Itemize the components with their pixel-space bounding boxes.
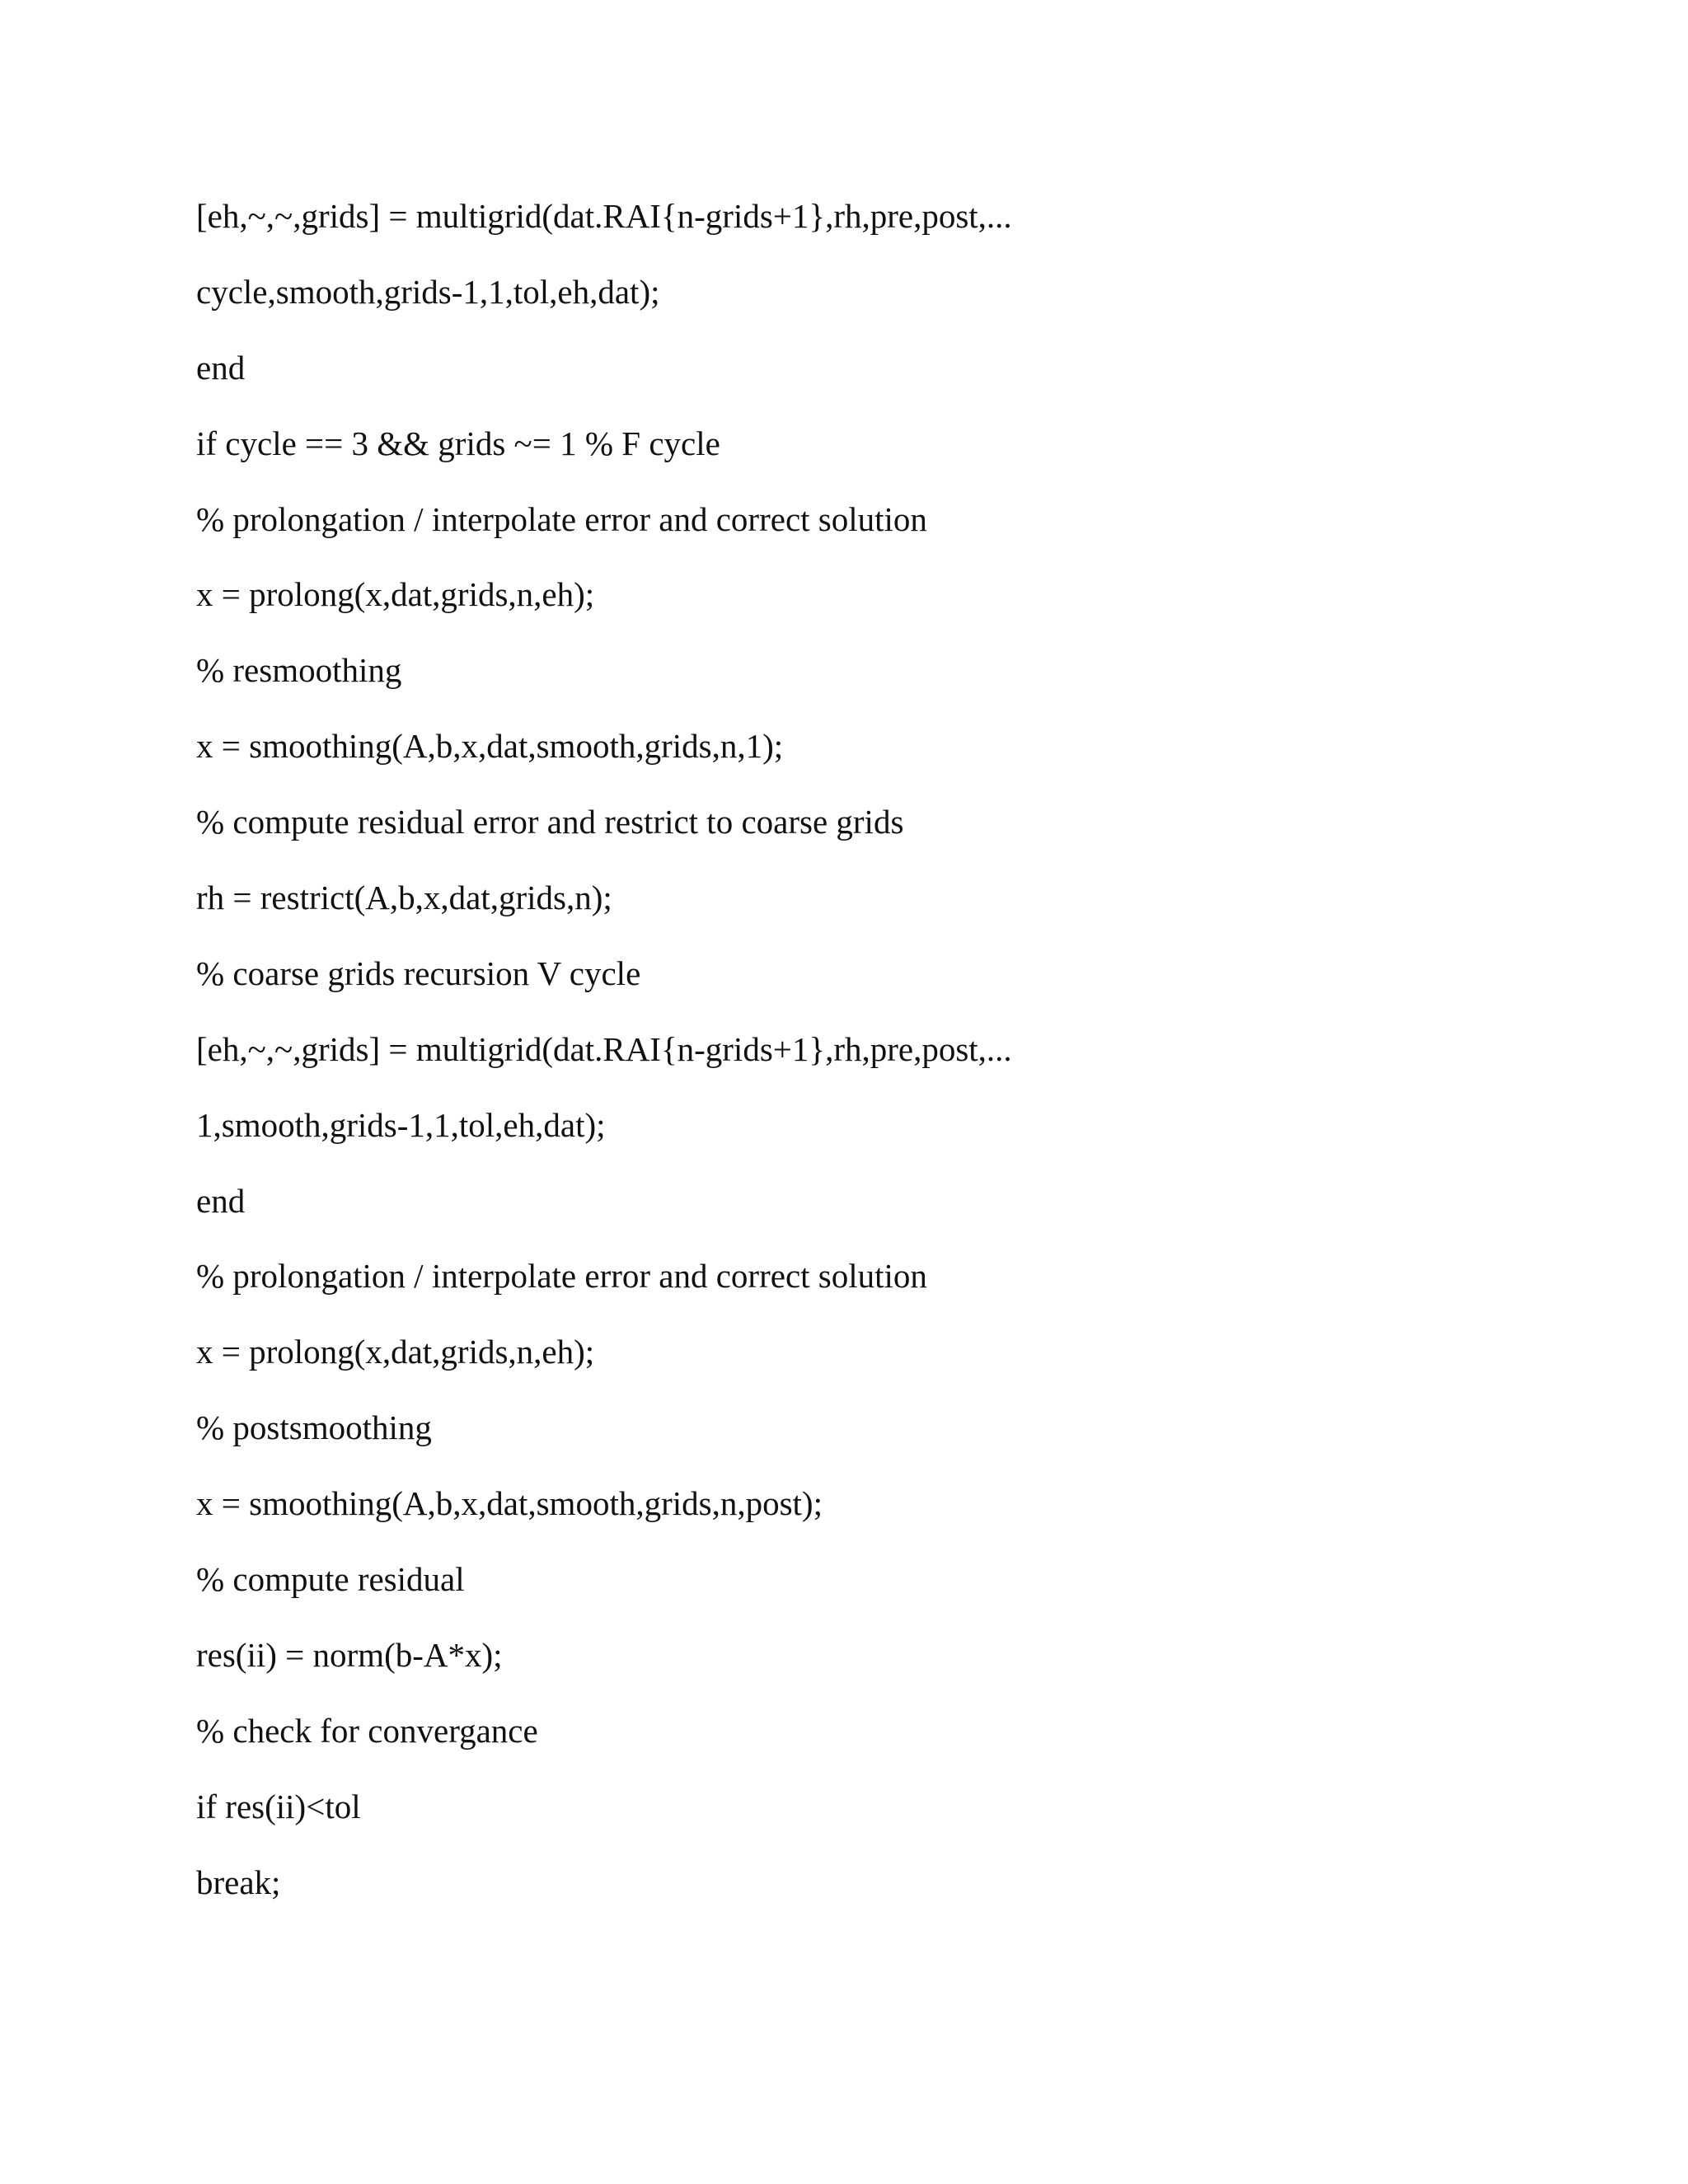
- code-line: x = smoothing(A,b,x,dat,smooth,grids,n,1);: [196, 727, 784, 766]
- code-line: [eh,~,~,grids] = multigrid(dat.RAI{n-grids+1},rh,pre,post,...: [196, 197, 1012, 235]
- code-line: if cycle == 3 && grids ~= 1 % F cycle: [196, 424, 720, 462]
- code-comment-line: % resmoothing: [196, 651, 402, 690]
- code-line: cycle,smooth,grids-1,1,tol,eh,dat);: [196, 272, 660, 311]
- code-line: x = prolong(x,dat,grids,n,eh);: [196, 575, 595, 614]
- code-line: end: [196, 348, 246, 387]
- code-line: if res(ii)<tol: [196, 1787, 361, 1825]
- code-line: 1,smooth,grids-1,1,tol,eh,dat);: [196, 1105, 606, 1144]
- code-comment-line: % postsmoothing: [196, 1408, 432, 1447]
- code-line: [eh,~,~,grids] = multigrid(dat.RAI{n-grids+1},rh,pre,post,...: [196, 1029, 1012, 1068]
- code-comment-line: % check for convergance: [196, 1711, 538, 1750]
- code-comment-line: % prolongation / interpolate error and correct solution: [196, 499, 927, 538]
- code-line: x = smoothing(A,b,x,dat,smooth,grids,n,post);: [196, 1484, 823, 1523]
- code-line: res(ii) = norm(b-A*x);: [196, 1635, 503, 1674]
- code-line: x = prolong(x,dat,grids,n,eh);: [196, 1333, 595, 1371]
- code-comment-line: % compute residual: [196, 1560, 465, 1599]
- code-comment-line: % compute residual error and restrict to coarse grids: [196, 803, 904, 841]
- code-listing: [196, 193, 1597, 1934]
- code-comment-line: % coarse grids recursion V cycle: [196, 954, 641, 992]
- code-line: rh = restrict(A,b,x,dat,grids,n);: [196, 879, 612, 917]
- code-comment-line: % prolongation / interpolate error and correct solution: [196, 1257, 927, 1296]
- code-line: end: [196, 1181, 246, 1220]
- code-line: break;: [196, 1863, 281, 1901]
